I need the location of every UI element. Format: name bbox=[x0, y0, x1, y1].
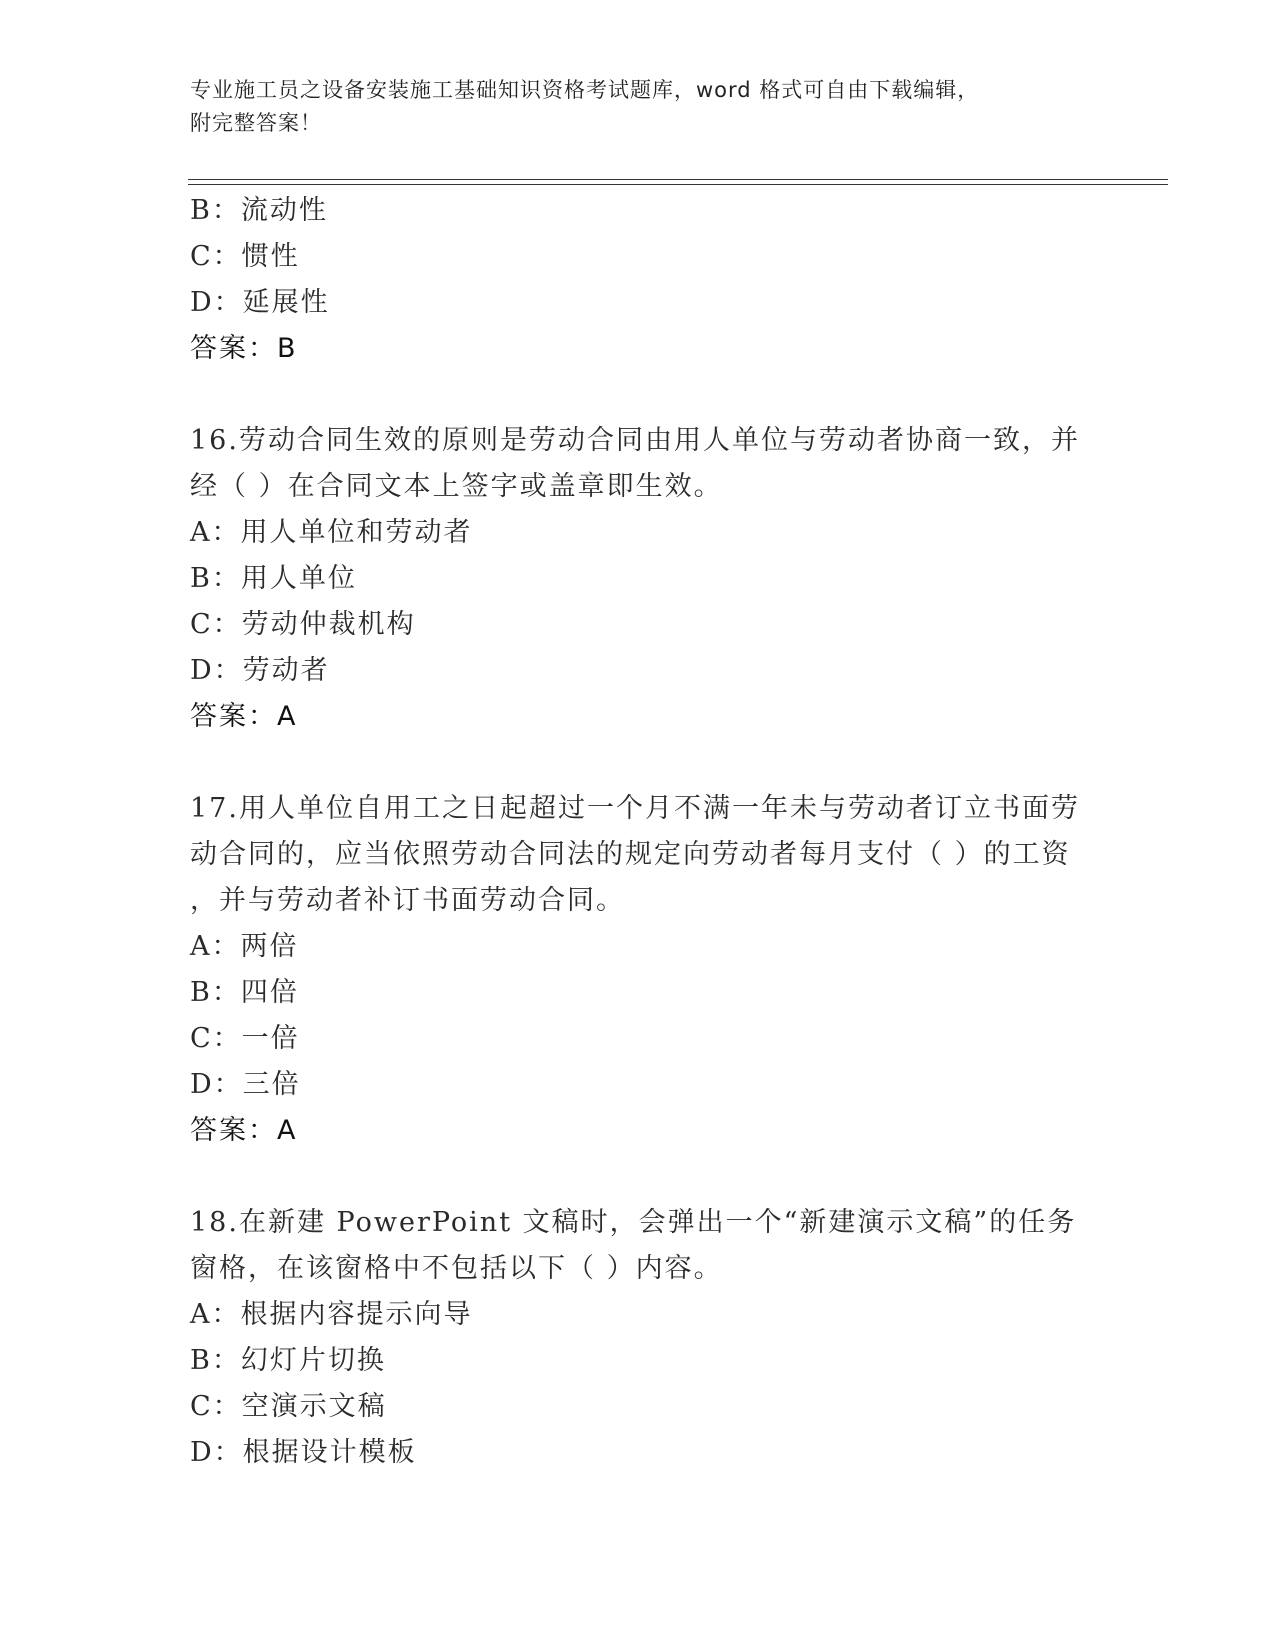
question-text-line: 动合同的，应当依照劳动合同法的规定向劳动者每月支付（ ）的工资 bbox=[190, 839, 1071, 870]
answer-line: 答案：A bbox=[190, 1115, 298, 1146]
question-text-line: 窗格，在该窗格中不包括以下（ ）内容。 bbox=[190, 1253, 723, 1284]
option-b: B：流动性 bbox=[190, 195, 328, 226]
option-a: A：根据内容提示向导 bbox=[190, 1299, 473, 1330]
question-text-line: 17.用人单位自用工之日起超过一个月不满一年未与劳动者订立书面劳 bbox=[190, 793, 1080, 824]
option-a: A：两倍 bbox=[190, 931, 299, 962]
document-header bbox=[190, 74, 1070, 140]
option-b: B：四倍 bbox=[190, 977, 299, 1008]
option-c: C：惯性 bbox=[190, 241, 300, 272]
question-list bbox=[190, 188, 1090, 1476]
header-line-2: 附完整答案！ bbox=[190, 111, 322, 135]
option-c: C：空演示文稿 bbox=[190, 1391, 387, 1422]
question-text-line: 16.劳动合同生效的原则是劳动合同由用人单位与劳动者协商一致，并 bbox=[190, 425, 1080, 456]
question-text-line: ，并与劳动者补订书面劳动合同。 bbox=[190, 885, 625, 916]
option-d: D：劳动者 bbox=[190, 655, 330, 686]
option-d: D：根据设计模板 bbox=[190, 1437, 417, 1468]
question-text-line: 18.在新建 PowerPoint 文稿时，会弹出一个“新建演示文稿”的任务 bbox=[190, 1207, 1077, 1238]
header-divider-top bbox=[188, 179, 1168, 180]
header-divider-bottom bbox=[188, 184, 1168, 185]
option-c: C：一倍 bbox=[190, 1023, 300, 1054]
answer-line: 答案：A bbox=[190, 701, 298, 732]
question-16 bbox=[190, 418, 1090, 740]
option-c: C：劳动仲裁机构 bbox=[190, 609, 416, 640]
question-17 bbox=[190, 786, 1090, 1154]
answer-line: 答案：B bbox=[190, 333, 298, 364]
question-18 bbox=[190, 1200, 1090, 1476]
header-line-1: 专业施工员之设备安装施工基础知识资格考试题库，word 格式可自由下载编辑， bbox=[190, 78, 980, 102]
question-15-continued bbox=[190, 188, 1090, 372]
option-d: D：三倍 bbox=[190, 1069, 301, 1100]
question-text-line: 经（ ）在合同文本上签字或盖章即生效。 bbox=[190, 471, 723, 502]
option-d: D：延展性 bbox=[190, 287, 330, 318]
option-a: A：用人单位和劳动者 bbox=[190, 517, 473, 548]
option-b: B：用人单位 bbox=[190, 563, 357, 594]
option-b: B：幻灯片切换 bbox=[190, 1345, 386, 1376]
